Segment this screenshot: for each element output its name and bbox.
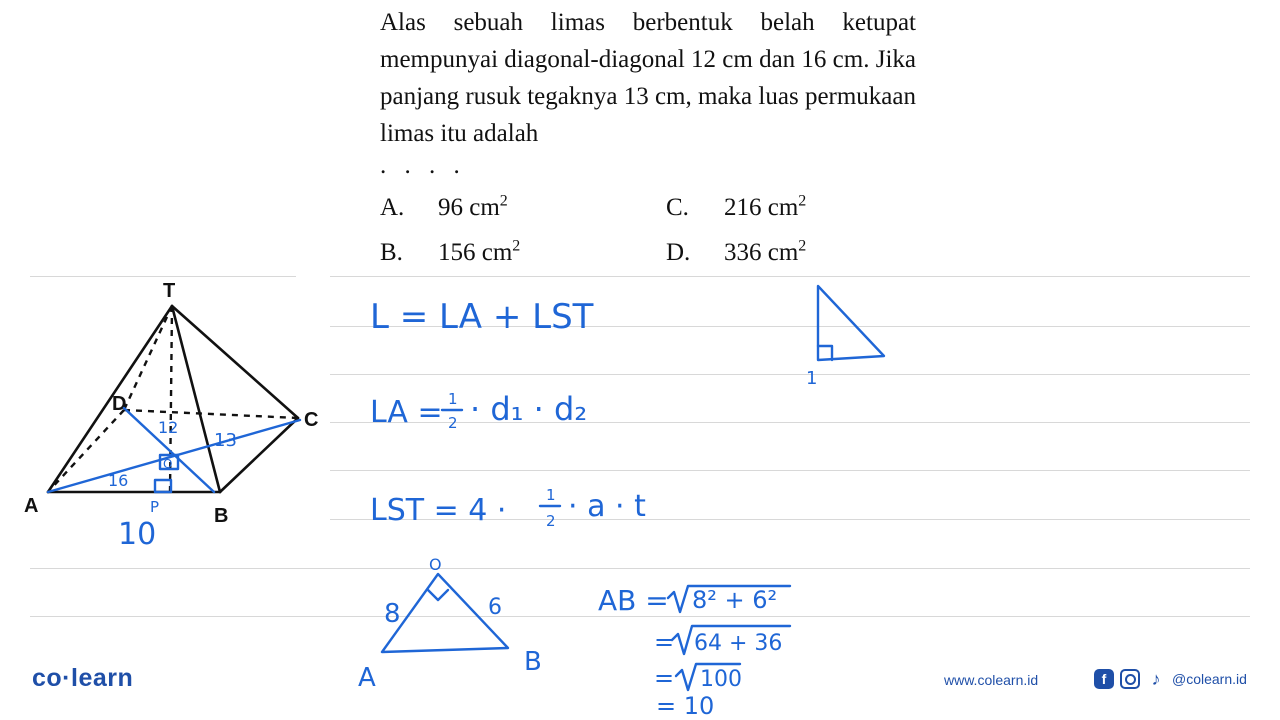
vertex-a: A [24, 495, 39, 517]
formula-line-3-right: · a · t [568, 489, 646, 524]
small-tri-b: B [524, 647, 542, 677]
pyramid-figure [24, 280, 318, 552]
vertex-t: T [163, 280, 176, 302]
option-value: 336 cm [724, 239, 799, 266]
right-triangle-sketch [806, 286, 884, 389]
question-ellipsis: . . . . [380, 152, 466, 179]
tiktok-icon[interactable]: ♪ [1151, 668, 1161, 689]
calc-line-3-radicand: 100 [700, 667, 742, 692]
formula-line-2-right: · d₁ · d₂ [470, 390, 588, 428]
fraction-numerator: 1 [448, 390, 458, 408]
vertex-c: C [304, 409, 319, 431]
option-value: 156 cm [438, 239, 513, 266]
mark-diag-long: 16 [108, 471, 129, 490]
small-tri-left-side: 8 [384, 599, 401, 629]
facebook-icon[interactable]: f [1094, 669, 1114, 689]
mark-base-note: 10 [118, 517, 157, 552]
option-key: B. [380, 239, 403, 266]
option-key: C. [666, 194, 689, 221]
calc-line-3-left: = [654, 664, 675, 692]
calc-line-2-radicand: 64 + 36 [694, 631, 783, 656]
triangle-aob-sketch [358, 555, 542, 693]
calc-line-2-left: = [654, 628, 675, 656]
small-tri-top: O [429, 555, 442, 574]
colearn-logo[interactable]: co·learn [32, 664, 134, 692]
handwritten-formulas [370, 297, 646, 530]
social-links [1094, 669, 1247, 689]
option-key: D. [666, 239, 691, 266]
formula-line-2-left: LA = [370, 395, 443, 430]
fraction-denominator: 2 [448, 414, 458, 432]
mark-diag-short: 12 [158, 418, 179, 437]
fraction-denominator: 2 [546, 512, 556, 530]
fraction-numerator: 1 [546, 486, 556, 504]
vertex-d: D [112, 393, 127, 415]
triangle-label: 1 [806, 368, 818, 389]
option-exponent: 2 [798, 237, 807, 255]
option-exponent: 2 [512, 237, 521, 255]
calc-line-1-left: AB = [598, 584, 669, 617]
small-tri-a: A [358, 663, 376, 693]
mark-foot: P [150, 498, 160, 516]
option-exponent: 2 [798, 192, 807, 210]
formula-line-1: L = LA + LST [370, 297, 594, 337]
option-exponent: 2 [499, 192, 508, 210]
option-value: 216 cm [724, 194, 799, 221]
ab-calculation [598, 584, 790, 720]
mark-center: O [163, 457, 173, 471]
question-text: Alas sebuah limas berbentuk belah ketupat mempunyai diagonal-diagonal 12 cm dan 16 cm. Jika panjang rusuk tegaknya 13 cm, maka luas permukaan limas itu adalah [380, 9, 916, 147]
calc-line-4: = 10 [656, 692, 715, 720]
formula-line-3-left: LST = 4 · [370, 493, 507, 528]
small-tri-right-side: 6 [488, 595, 502, 620]
website-link[interactable]: www.colearn.id [944, 672, 1039, 688]
option-key: A. [380, 194, 405, 221]
calc-line-1-radicand: 8² + 6² [692, 586, 778, 614]
instagram-icon[interactable] [1120, 669, 1140, 689]
social-handle[interactable]: @colearn.id [1172, 671, 1247, 687]
vertex-b: B [214, 505, 229, 527]
option-value: 96 cm [438, 194, 500, 221]
mark-edge: 13 [214, 430, 237, 451]
